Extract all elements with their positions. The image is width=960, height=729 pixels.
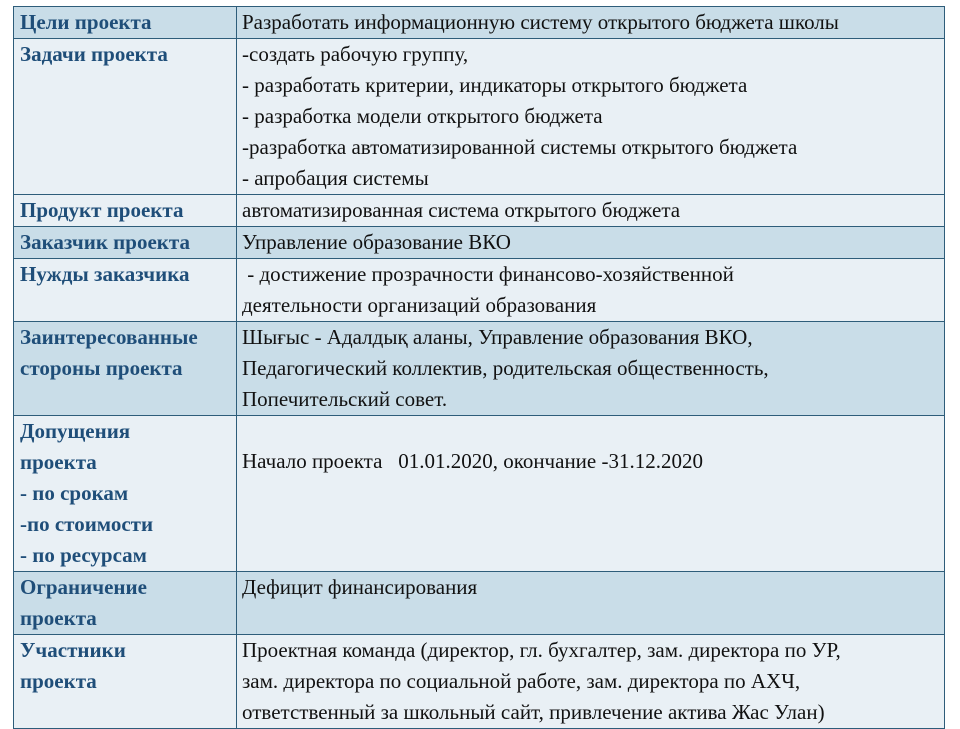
goals-label-text: Цели проекта — [20, 10, 152, 34]
row-product — [14, 195, 945, 227]
customer-label-text: Заказчик проекта — [20, 230, 190, 254]
assumptions-label-line: - по ресурсам — [20, 543, 147, 567]
row-goals — [14, 7, 945, 39]
tasks-item: - разработка модели открытого бюджета — [242, 104, 603, 128]
project-charter-table — [13, 6, 945, 729]
product-label-text: Продукт проекта — [20, 198, 184, 222]
assumptions-label-line: Допущения — [20, 419, 131, 443]
needs-label-text: Нужды заказчика — [20, 262, 190, 286]
constraint-label — [14, 572, 237, 635]
goals-value — [237, 7, 945, 39]
tasks-item: -разработка автоматизированной системы открытого бюджета — [242, 135, 798, 159]
row-assumptions — [14, 416, 945, 572]
constraint-label-line: проекта — [20, 606, 97, 630]
participants-value — [237, 635, 945, 729]
participants-line: ответственный за школьный сайт, привлечение актива Жас Улан) — [242, 700, 825, 724]
tasks-label — [14, 39, 237, 195]
assumptions-label-line: - по срокам — [20, 481, 129, 505]
participants-line: зам. директора по социальной работе, зам. директора по АХЧ, — [242, 669, 801, 693]
goals-label — [14, 7, 237, 39]
stakeholders-line: Попечительский совет. — [242, 387, 448, 411]
constraint-value-text: Дефицит финансирования — [242, 575, 478, 599]
participants-label — [14, 635, 237, 729]
row-customer — [14, 227, 945, 259]
row-tasks — [14, 39, 945, 195]
customer-label — [14, 227, 237, 259]
participants-label-line: проекта — [20, 669, 97, 693]
product-value — [237, 195, 945, 227]
row-participants — [14, 635, 945, 729]
customer-value-text: Управление образование ВКО — [242, 230, 511, 254]
product-value-text: автоматизированная система открытого бюджета — [242, 198, 681, 222]
stakeholders-line: Педагогический коллектив, родительская общественность, — [242, 356, 769, 380]
assumptions-label-line: проекта — [20, 450, 97, 474]
customer-value — [237, 227, 945, 259]
tasks-item: - апробация системы — [242, 166, 429, 190]
row-needs — [14, 259, 945, 322]
participants-line: Проектная команда (директор, гл. бухгалтер, зам. директора по УР, — [242, 638, 841, 662]
row-constraint — [14, 572, 945, 635]
row-stakeholders — [14, 322, 945, 416]
needs-line: - достижение прозрачности финансово-хозяйственной — [242, 262, 734, 286]
stakeholders-label-line: стороны проекта — [20, 356, 183, 380]
goals-value-text: Разработать информационную систему открытого бюджета школы — [242, 10, 839, 34]
stakeholders-line: Шығыс - Адалдық аланы, Управление образования ВКО, — [242, 325, 753, 349]
product-label — [14, 195, 237, 227]
stakeholders-value — [237, 322, 945, 416]
needs-label — [14, 259, 237, 322]
assumptions-value — [237, 416, 945, 572]
assumptions-label-line: -по стоимости — [20, 512, 154, 536]
needs-value — [237, 259, 945, 322]
stakeholders-label-line: Заинтересованные — [20, 325, 198, 349]
tasks-item: -создать рабочую группу, — [242, 42, 469, 66]
tasks-item: - разработать критерии, индикаторы открытого бюджета — [242, 73, 748, 97]
tasks-value — [237, 39, 945, 195]
constraint-value — [237, 572, 945, 635]
participants-label-line: Участники — [20, 638, 126, 662]
tasks-label-text: Задачи проекта — [20, 42, 168, 66]
assumptions-label — [14, 416, 237, 572]
constraint-label-line: Ограничение — [20, 575, 147, 599]
needs-line: деятельности организаций образования — [242, 293, 597, 317]
assumptions-value-text: Начало проекта 01.01.2020, окончание -31.12.2020 — [242, 449, 703, 473]
stakeholders-label — [14, 322, 237, 416]
